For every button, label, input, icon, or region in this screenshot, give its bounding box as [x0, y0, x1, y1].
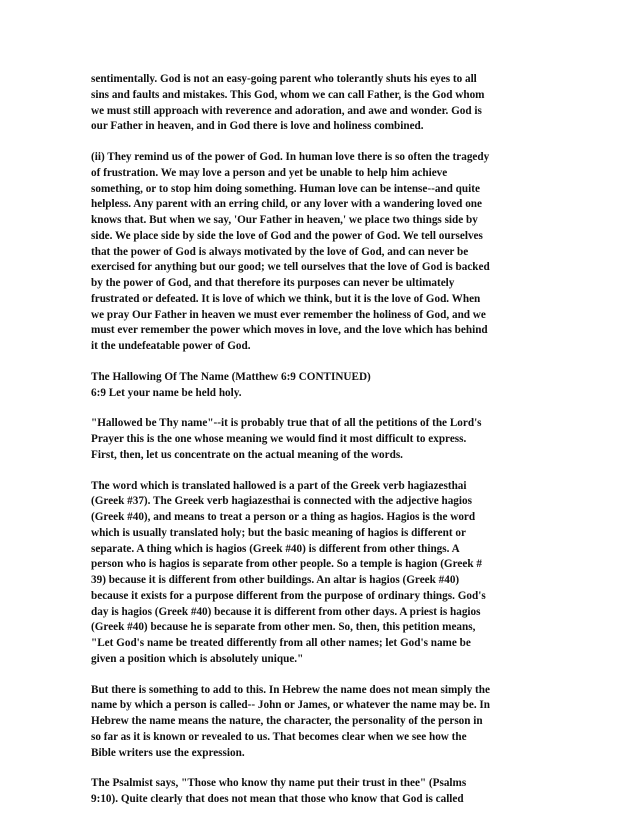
- section-heading: [91, 370, 559, 402]
- document-page: [91, 72, 559, 823]
- section-verse: 6:9 Let your name be held holy.: [91, 386, 242, 399]
- paragraph-power-of-god: (ii) They remind us of the power of God. In human love there is so often the tragedy of frustration. We may love a person and yet be unable to help him achieve something, or to stop him doing something. Human love can be intense--and quite helpless. Any parent with an erring child, or any lover with a wandering loved one knows that. But when we say, 'Our Father in heaven,' we place two things side by side. We place side by side the love of God and the power of God. We tell ourselves that the power of God is always motivated by the love of God, and can never be exercised for anything but our good; we tell ourselves that the love of God is backed by the power of God, and that therefore its purposes can never be ultimately frustrated or defeated. It is love of which we think, but it is the love of God. When we pray Our Father in heaven we must ever remember the holiness of God, and we must ever remember the power which moves in love, and the love which has behind it the undefeatable power of God.: [91, 151, 490, 352]
- section-title: The Hallowing Of The Name (Matthew 6:9 CONTINUED): [91, 370, 371, 383]
- paragraph-psalmist: The Psalmist says, "Those who know thy name put their trust in thee" (Psalms 9:10). Quite clearly that does not mean that those who know that God is called: [91, 777, 467, 805]
- paragraph-greek-hagios: The word which is translated hallowed is a part of the Greek verb hagiazesthai (Greek #37). The Greek verb hagiazesthai is connected with the adjective hagios (Greek #40), and means to treat a person or a thing as hagios. Hagios is the word which is usually translated holy; but the basic meaning of hagios is different or separate. A thing which is hagios (Greek #40) is different from other things. A person who is hagios is separate from other people. So a temple is hagion (Greek # 39) because it is different from other buildings. An altar is hagios (Greek #40) because it exists for a purpose different from the purpose of ordinary things. God's day is hagios (Greek #40) because it is different from other days. A priest is hagios (Greek #40) because he is separate from other men. So, then, this petition means, "Let God's name be treated differently from all other names; let God's name be given a position which is absolutely unique.": [91, 479, 486, 665]
- paragraph-god-holiness: sentimentally. God is not an easy-going parent who tolerantly shuts his eyes to all sins and faults and mistakes. This God, whom we can call Father, is the God whom we must still approach with reverence and adoration, and awe and wonder. God is our Father in heaven, and in God there is love and holiness combined.: [91, 73, 485, 133]
- paragraph-hallowed-be-thy-name: "Hallowed be Thy name"--it is probably true that of all the petitions of the Lord's Prayer this is the one whose meaning we would find it most difficult to express. First, then, let us concentrate on the actual meaning of the words.: [91, 417, 482, 461]
- paragraph-hebrew-name: But there is something to add to this. In Hebrew the name does not mean simply the name by which a person is called-- John or James, or whatever the name may be. In Hebrew the name means the nature, the character, the personality of the person in so far as it is known or revealed to us. That becomes clear when we see how the Bible writers use the expression.: [91, 683, 491, 759]
